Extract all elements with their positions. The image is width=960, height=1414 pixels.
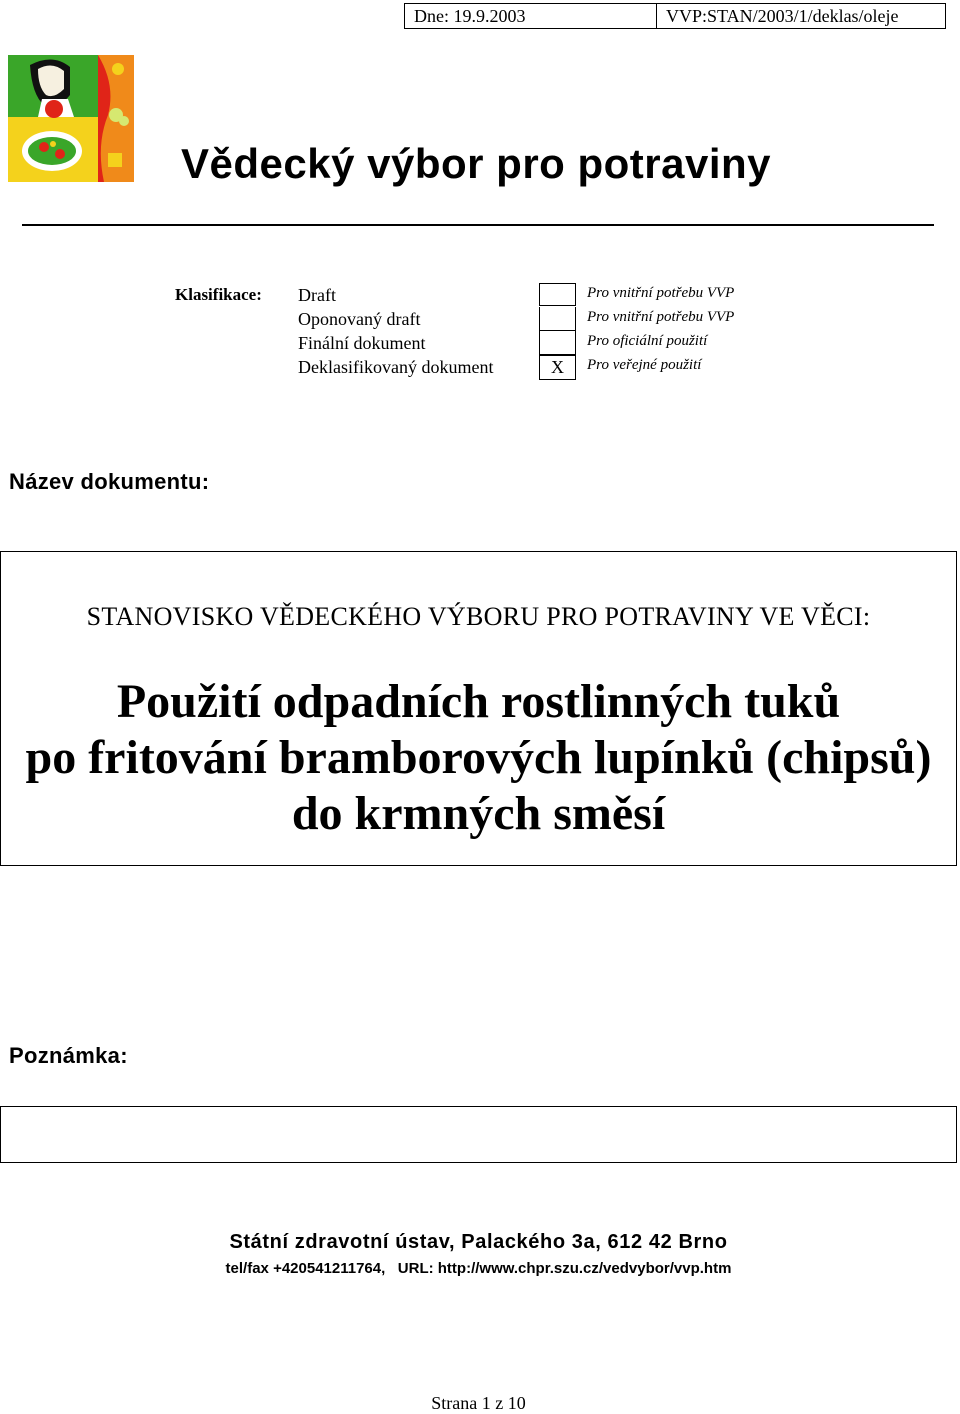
classification-checkbox xyxy=(539,331,576,355)
title-divider xyxy=(22,224,934,226)
classification-status-draft: Draft xyxy=(298,285,336,305)
access-level-internal: Pro vnitřní potřebu VVP xyxy=(587,309,735,325)
document-name-label: Název dokumentu: xyxy=(9,469,210,494)
classification-label: Klasifikace: xyxy=(175,285,262,304)
document-title-line: Použití odpadních rostlinných tuků xyxy=(116,675,841,728)
classification-checkbox xyxy=(539,307,576,331)
committee-title: Vědecký výbor pro potraviny xyxy=(181,140,772,187)
classification-checkbox xyxy=(539,283,576,306)
institute-contact: tel/fax +420541211764, URL: http://www.chpr.szu.cz/vedvybor/vvp.htm xyxy=(225,1260,732,1277)
committee-logo xyxy=(8,55,134,182)
logo-figure-heart xyxy=(45,100,63,118)
classification-checkbox-checked: X xyxy=(539,355,576,380)
logo-fruit xyxy=(112,63,124,75)
document-subtitle: STANOVISKO VĚDECKÉHO VÝBORU PRO POTRAVINY VE VĚCI: xyxy=(86,602,871,631)
classification-status-reviewed-draft: Oponovaný draft xyxy=(298,309,421,329)
logo-cheese xyxy=(108,153,122,167)
logo-tomato xyxy=(39,142,49,152)
logo-grapes xyxy=(119,116,129,126)
document-title-line: do krmných směsí xyxy=(291,787,666,840)
document-title-line: po fritování bramborových lupínků (chipsů) xyxy=(25,731,932,784)
classification-status-declassified: Deklasifikovaný dokument xyxy=(298,357,494,377)
logo-pepper xyxy=(50,141,56,147)
page-number: Strana 1 z 10 xyxy=(431,1393,526,1413)
note-box xyxy=(0,1106,957,1163)
classification-status-final: Finální dokument xyxy=(298,333,426,353)
access-level-public: Pro veřejné použití xyxy=(587,357,702,373)
document-reference-box xyxy=(404,3,946,29)
document-date: Dne: 19.9.2003 xyxy=(405,4,657,28)
access-level-internal: Pro vnitřní potřebu VVP xyxy=(587,285,735,301)
logo-tomato xyxy=(55,149,65,159)
institute-address: Státní zdravotní ústav, Palackého 3a, 612 42 Brno xyxy=(229,1231,728,1253)
access-level-official: Pro oficiální použití xyxy=(587,333,708,349)
note-label: Poznámka: xyxy=(9,1043,128,1068)
document-reference-code: VVP:STAN/2003/1/deklas/oleje xyxy=(666,6,899,26)
